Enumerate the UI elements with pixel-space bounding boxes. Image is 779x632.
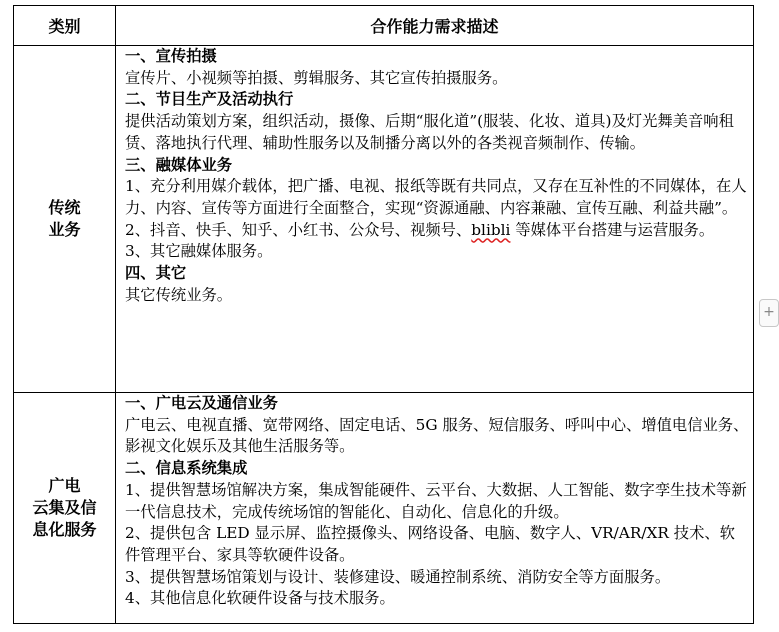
section-heading: 一、广电云及通信业务 xyxy=(125,394,278,412)
category-cell xyxy=(14,46,116,393)
category-label-line: 传统 xyxy=(48,198,81,217)
section-heading: 三、融媒体业务 xyxy=(125,155,233,174)
description-text: 2、提供包含 LED 显示屏、监控摄像头、网络设备、电脑、数字人、VR/AR/XR 技术、软件管理平台、家具等软硬件设备。 xyxy=(125,524,735,564)
description-text: 宣传片、小视频等拍摄、剪辑服务、其它宣传拍摄服务。 xyxy=(125,68,508,87)
description-text-part: 等媒体平台搭建与运营服务。 xyxy=(510,220,715,239)
section-heading: 二、信息系统集成 xyxy=(125,459,248,478)
header-description: 合作能力需求描述 xyxy=(116,6,754,46)
category-label-line: 云集及信 xyxy=(32,498,97,517)
description-cell xyxy=(116,393,754,624)
category-cell xyxy=(14,393,116,624)
section-heading: 一、宣传拍摄 xyxy=(125,47,217,65)
spellcheck-flagged-word: blibli xyxy=(471,220,511,239)
table-row xyxy=(14,46,754,393)
expand-plus-icon[interactable]: + xyxy=(759,299,779,327)
description-text-part: 2、抖音、快手、知乎、小红书、公众号、视频号、 xyxy=(125,220,472,239)
description-cell xyxy=(116,46,754,393)
description-text xyxy=(125,220,749,242)
category-label-line: 息化服务 xyxy=(32,520,97,539)
description-text: 3、提供智慧场馆策划与设计、装修建设、暖通控制系统、消防安全等方面服务。 xyxy=(125,567,671,586)
table-header-row xyxy=(14,6,754,46)
description-text: 1、充分利用媒介载体，把广播、电视、报纸等既有共同点，又存在互补性的不同媒体，在人力、内容、宣传等方面进行全面整合，实现“资源通融、内容兼融、宣传互融、利益共融”。 xyxy=(125,177,747,217)
description-text: 4、其他信息化软硬件设备与技术服务。 xyxy=(125,589,395,608)
section-heading: 四、其它 xyxy=(125,264,187,283)
header-category: 类别 xyxy=(14,6,116,46)
category-label-line: 广电 xyxy=(48,476,81,495)
requirements-table xyxy=(13,5,754,624)
description-text: 广电云、电视直播、宽带网络、固定电话、5G 服务、短信服务、呼叫中心、增值电信业务、影视文化娱乐及其他生活服务等。 xyxy=(125,415,749,456)
description-text: 其它传统业务。 xyxy=(125,285,233,304)
description-text: 提供活动策划方案，组织活动，摄像、后期“服化道”(服装、化妆、道具)及灯光舞美音响租赁、落地执行代理、辅助性服务以及制播分离以外的各类视音频制作、传输。 xyxy=(125,112,734,152)
description-text: 1、提供智慧场馆解决方案，集成智能硬件、云平台、大数据、人工智能、数字孪生技术等新一代信息技术，完成传统场馆的智能化、自动化、信息化的升级。 xyxy=(125,480,747,521)
section-heading: 二、节目生产及活动执行 xyxy=(125,90,294,109)
table-row xyxy=(14,393,754,624)
description-text: 3、其它融媒体服务。 xyxy=(125,242,273,261)
category-label-line: 业务 xyxy=(48,220,81,239)
